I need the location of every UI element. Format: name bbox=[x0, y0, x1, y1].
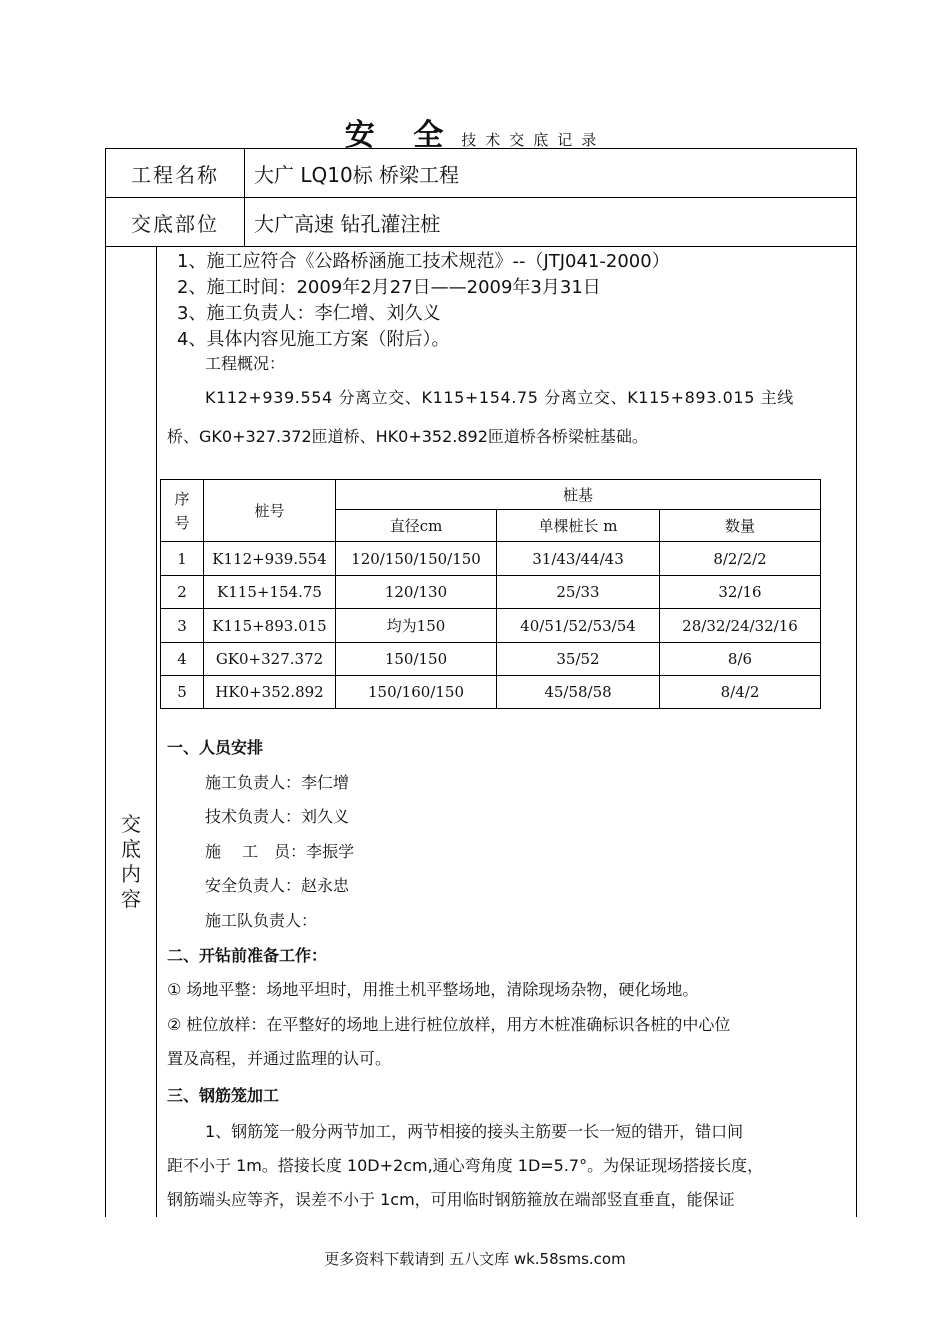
table-row: 4 GK0+327.372 150/150 35/52 8/6 bbox=[161, 643, 821, 676]
requirement-4: 4、具体内容见施工方案（附后）。 bbox=[177, 329, 450, 350]
location-label: 交底部位 bbox=[106, 198, 245, 246]
staff-item: 施工队负责人： bbox=[205, 911, 318, 930]
section-1-heading: 一、人员安排 bbox=[167, 738, 264, 757]
col-diameter: 直径cm bbox=[336, 510, 497, 542]
pile-table bbox=[160, 479, 821, 709]
content-area bbox=[157, 247, 856, 1217]
project-value: 大广 LQ10标 桥梁工程 bbox=[254, 162, 460, 187]
overview-line-2: 桥、GK0+327.372匝道桥、HK0+352.892匝道桥各桥梁桩基础。 bbox=[167, 427, 648, 446]
staff-item: 施 工 员：李振学 bbox=[205, 842, 355, 861]
location-value: 大广高速 钻孔灌注桩 bbox=[254, 211, 441, 236]
cage-para-3: 钢筋端头应等齐，误差不小于 1cm，可用临时钢筋箍放在端部竖直垂直，能保证 bbox=[167, 1190, 735, 1209]
project-row bbox=[106, 149, 856, 198]
requirement-1: 1、施工应符合《公路桥涵施工技术规范》--（JTJ041-2000） bbox=[177, 251, 670, 272]
col-qty: 数量 bbox=[660, 510, 821, 542]
content-label-column bbox=[106, 247, 157, 1217]
col-seq: 序号 bbox=[161, 480, 204, 542]
section-3-heading: 三、钢筋笼加工 bbox=[167, 1086, 280, 1105]
table-row: 1 K112+939.554 120/150/150/150 31/43/44/43 8/2/2/2 bbox=[161, 542, 821, 576]
title-main: 安 全 bbox=[344, 118, 458, 153]
section-2-heading: 二、开钻前准备工作： bbox=[167, 946, 328, 965]
col-pile: 桩号 bbox=[204, 480, 336, 542]
title-sub: 技术交底记录 bbox=[461, 131, 606, 149]
cage-para-1: 1、钢筋笼一般分两节加工，两节相接的接头主筋要一长一短的错开，错口间 bbox=[205, 1122, 744, 1141]
col-group: 桩基 bbox=[336, 480, 821, 510]
col-length: 单棵桩长 m bbox=[497, 510, 660, 542]
prep-item-2b: 置及高程，并通过监理的认可。 bbox=[167, 1049, 392, 1068]
record-table bbox=[105, 148, 857, 1217]
staff-item: 施工负责人：李仁增 bbox=[205, 773, 350, 792]
location-row bbox=[106, 198, 856, 247]
table-row: 3 K115+893.015 均为150 40/51/52/53/54 28/32/24/32/16 bbox=[161, 609, 821, 643]
cage-para-2: 距不小于 1m。搭接长度 10D+2cm,通心弯角度 1D=5.7°。为保证现场搭接长度， bbox=[167, 1156, 764, 1175]
project-label: 工程名称 bbox=[106, 149, 245, 197]
staff-item: 安全负责人：赵永忠 bbox=[205, 876, 350, 895]
overview-label: 工程概况： bbox=[205, 354, 286, 373]
overview-line-1: K112+939.554 分离立交、K115+154.75 分离立交、K115+893.015 主线 bbox=[205, 388, 794, 407]
footer-text: 更多资料下载请到 五八文库 wk.58sms.com bbox=[324, 1250, 626, 1268]
staff-item: 技术负责人：刘久义 bbox=[205, 807, 350, 826]
content-label: 交 底 内 容 bbox=[121, 812, 141, 911]
prep-item-2a: ② 桩位放样：在平整好的场地上进行桩位放样，用方木桩准确标识各桩的中心位 bbox=[167, 1015, 731, 1034]
table-row: 2 K115+154.75 120/130 25/33 32/16 bbox=[161, 576, 821, 609]
table-row: 5 HK0+352.892 150/160/150 45/58/58 8/4/2 bbox=[161, 676, 821, 709]
requirement-2: 2、施工时间：2009年2月27日——2009年3月31日 bbox=[177, 277, 601, 298]
prep-item-1: ① 场地平整：场地平坦时，用推土机平整场地，清除现场杂物，硬化场地。 bbox=[167, 980, 699, 999]
requirement-3: 3、施工负责人：李仁增、刘久义 bbox=[177, 303, 441, 324]
